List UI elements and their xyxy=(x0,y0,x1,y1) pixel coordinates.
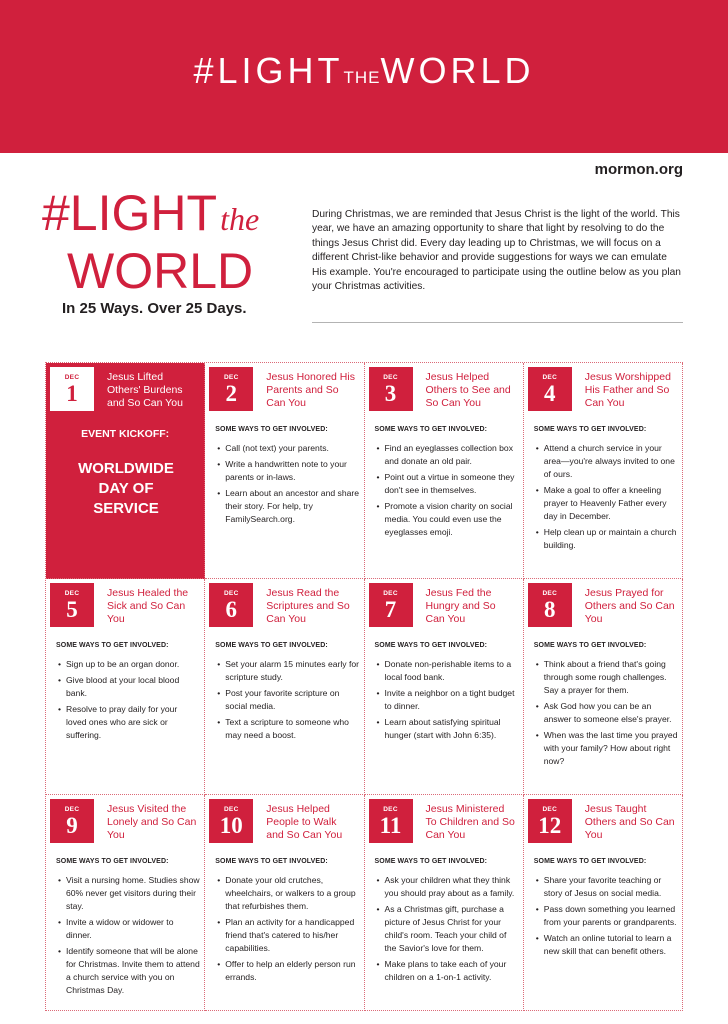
way-item: • Invite a widow or widower to dinner. xyxy=(66,916,200,942)
date-badge xyxy=(209,367,253,411)
ways-heading: SOME WAYS TO GET INVOLVED: xyxy=(215,858,328,865)
day-title: Jesus Read the Scriptures and So Can You xyxy=(266,587,350,625)
date-day: 1 xyxy=(66,381,78,406)
date-badge xyxy=(369,583,413,627)
date-month: DEC xyxy=(64,806,80,813)
site-link[interactable]: mormon.org xyxy=(594,161,683,178)
date-badge xyxy=(369,799,413,843)
date-badge xyxy=(209,799,253,843)
day-title: Jesus Worshipped His Father and So Can You xyxy=(584,371,671,409)
way-item: • Help clean up or maintain a church building. xyxy=(544,526,678,552)
divider-rule xyxy=(312,322,683,323)
way-item: • Post your favorite scripture on social media. xyxy=(225,687,359,713)
campaign-logo xyxy=(42,187,259,297)
ways-list xyxy=(385,874,519,987)
header-banner xyxy=(0,0,728,153)
way-item: • Invite a neighbor on a tight budget to dinner. xyxy=(385,687,519,713)
date-month: DEC xyxy=(542,806,558,813)
way-item: • When was the last time you prayed with your family? How about right now? xyxy=(544,729,678,768)
date-day: 6 xyxy=(225,597,237,622)
banner-title-part-the: the xyxy=(343,62,381,89)
way-item: • Visit a nursing home. Studies show 60% never get visitors during their stay. xyxy=(66,874,200,913)
ways-list xyxy=(544,658,678,771)
date-day: 8 xyxy=(544,597,556,622)
date-month: DEC xyxy=(383,590,398,597)
way-item: • Find an eyeglasses collection box and donate an old pair. xyxy=(385,442,519,468)
day-title: Jesus Visited the Lonely and So Can You xyxy=(107,803,197,841)
day-title: Jesus Ministered To Children and So Can You xyxy=(425,803,515,841)
day-cell-1 xyxy=(46,363,205,579)
date-badge xyxy=(50,583,94,627)
banner-title-part-light: #LIGHT xyxy=(193,50,344,91)
ways-heading: SOME WAYS TO GET INVOLVED: xyxy=(533,426,647,433)
event-kickoff-name: WORLDWIDE DAY OF SERVICE xyxy=(78,460,174,517)
ways-heading: SOME WAYS TO GET INVOLVED: xyxy=(374,642,488,649)
way-item: • Learn about satisfying spiritual hunger (start with John 6:35). xyxy=(385,716,519,742)
way-item: • Call (not text) your parents. xyxy=(225,442,359,455)
intro-paragraph: During Christmas, we are reminded that Jesus Christ is the light of the world. This year, we have an amazing opportunity to share that light by resolving to do the things Jesus Christ did. Every day leading up to Christmas, we will focus on a different Christ-like behavior and provide suggestions for ways we can emulate His example. You're encouraged to participate using the outline below as you plan your Christmas activities. xyxy=(312,209,681,293)
date-badge xyxy=(369,367,413,411)
date-badge xyxy=(209,583,253,627)
date-day: 7 xyxy=(384,597,397,622)
way-item: • Give blood at your local blood bank. xyxy=(66,674,200,700)
way-item: • Donate your old crutches, wheelchairs, or walkers to a group that refurbishes them. xyxy=(225,874,359,913)
date-day: 11 xyxy=(379,813,402,838)
day-title: Jesus Fed the Hungry and So Can You xyxy=(425,587,496,625)
ways-list xyxy=(225,874,359,987)
date-month: DEC xyxy=(223,374,239,381)
ways-heading: SOME WAYS TO GET INVOLVED: xyxy=(215,426,328,433)
way-item: • As a Christmas gift, purchase a picture of Jesus Christ for your child's room. Teach your child of the Savior's love for them. xyxy=(385,903,519,955)
ways-heading: SOME WAYS TO GET INVOLVED: xyxy=(215,642,328,649)
way-item: • Identify someone that will be alone for Christmas. Invite them to attend a church service with you on Christmas Day. xyxy=(66,945,200,997)
date-month: DEC xyxy=(64,374,80,381)
day-cell-10 xyxy=(205,795,364,1011)
way-item: • Pass down something you learned from your parents or grandparents. xyxy=(544,903,678,929)
date-badge xyxy=(528,799,572,843)
day-cell-7 xyxy=(365,579,524,795)
logo-part-the: the xyxy=(220,201,260,237)
date-day: 10 xyxy=(219,813,243,838)
day-cell-9 xyxy=(46,795,205,1011)
ways-list xyxy=(225,442,359,529)
ways-list xyxy=(66,874,200,1000)
way-item: • Think about a friend that's going through some rough challenges. Say a prayer for them. xyxy=(544,658,678,697)
day-title: Jesus Lifted Others' Burdens and So Can You xyxy=(107,371,183,409)
date-month: DEC xyxy=(223,806,239,813)
date-month: DEC xyxy=(542,374,558,381)
date-badge xyxy=(50,799,94,843)
ways-list xyxy=(385,442,519,542)
day-title: Jesus Taught Others and So Can You xyxy=(584,803,675,841)
ways-list xyxy=(225,658,359,745)
date-month: DEC xyxy=(223,590,239,597)
date-badge xyxy=(50,367,94,411)
way-item: • Point out a virtue in someone they don't see in themselves. xyxy=(385,471,519,497)
way-item: • Write a handwritten note to your parents or in-laws. xyxy=(225,458,359,484)
way-item: • Offer to help an elderly person run errands. xyxy=(225,958,359,984)
way-item: • Text a scripture to someone who may need a boost. xyxy=(225,716,359,742)
day-cell-3 xyxy=(365,363,524,579)
date-day: 2 xyxy=(225,381,237,406)
logo-tagline: In 25 Ways. Over 25 Days. xyxy=(62,300,247,317)
ways-heading: SOME WAYS TO GET INVOLVED: xyxy=(56,642,169,649)
date-badge xyxy=(528,583,572,627)
way-item: • Sign up to be an organ donor. xyxy=(66,658,200,671)
day-cell-12 xyxy=(524,795,683,1011)
date-day: 4 xyxy=(544,381,556,406)
day-cell-5 xyxy=(46,579,205,795)
way-item: • Ask your children what they think you should pray about as a family. xyxy=(385,874,519,900)
day-cell-4 xyxy=(524,363,683,579)
ways-list xyxy=(544,442,678,555)
day-title: Jesus Healed the Sick and So Can You xyxy=(107,587,189,625)
date-badge xyxy=(528,367,572,411)
ways-list xyxy=(385,658,519,745)
ways-heading: SOME WAYS TO GET INVOLVED: xyxy=(533,642,647,649)
event-kickoff-label: EVENT KICKOFF: xyxy=(81,428,170,440)
day-cell-2 xyxy=(205,363,364,579)
way-item: • Plan an activity for a handicapped friend that's catered to his/her capabilities. xyxy=(225,916,359,955)
ways-heading: SOME WAYS TO GET INVOLVED: xyxy=(374,858,488,865)
ways-heading: SOME WAYS TO GET INVOLVED: xyxy=(374,426,488,433)
date-day: 5 xyxy=(66,597,78,622)
day-title: Jesus Honored His Parents and So Can You xyxy=(266,371,355,409)
date-month: DEC xyxy=(542,590,558,597)
banner-hashtag-title xyxy=(0,51,728,96)
day-title: Jesus Helped People to Walk and So Can You xyxy=(266,803,343,841)
way-item: • Attend a church service in your area—you're always invited to one of ours. xyxy=(544,442,678,481)
ways-heading: SOME WAYS TO GET INVOLVED: xyxy=(533,858,647,865)
date-month: DEC xyxy=(383,374,398,381)
advent-calendar-grid xyxy=(45,362,683,1011)
date-day: 9 xyxy=(66,813,78,838)
way-item: • Watch an online tutorial to learn a new skill that can benefit others. xyxy=(544,932,678,958)
banner-title-part-world: WORLD xyxy=(380,50,535,91)
way-item: • Learn about an ancestor and share their story. For help, try FamilySearch.org. xyxy=(225,487,359,526)
ways-list xyxy=(66,658,200,745)
way-item: • Promote a vision charity on social media. You could even use the eyeglasses emoji. xyxy=(385,500,519,539)
way-item: • Resolve to pray daily for your loved ones who are sick or suffering. xyxy=(66,703,200,742)
date-day: 12 xyxy=(538,813,562,838)
day-title: Jesus Prayed for Others and So Can You xyxy=(584,587,675,625)
day-cell-8 xyxy=(524,579,683,795)
day-cell-11 xyxy=(365,795,524,1011)
way-item: • Make plans to take each of your children on a 1-on-1 activity. xyxy=(385,958,519,984)
way-item: • Ask God how you can be an answer to someone else's prayer. xyxy=(544,700,678,726)
logo-part-light: #LIGHT xyxy=(42,185,218,241)
way-item: • Donate non-perishable items to a local food bank. xyxy=(385,658,519,684)
date-month: DEC xyxy=(64,590,80,597)
way-item: • Make a goal to offer a kneeling prayer to Heavenly Father every day in December. xyxy=(544,484,678,523)
way-item: • Set your alarm 15 minutes early for scripture study. xyxy=(225,658,359,684)
date-month: DEC xyxy=(383,806,398,813)
logo-line-1 xyxy=(42,187,259,245)
date-day: 3 xyxy=(384,381,397,406)
way-item: • Share your favorite teaching or story of Jesus on social media. xyxy=(544,874,678,900)
day-title: Jesus Helped Others to See and So Can You xyxy=(425,371,511,409)
ways-heading: SOME WAYS TO GET INVOLVED: xyxy=(56,858,169,865)
day-cell-6 xyxy=(205,579,364,795)
logo-part-world: WORLD xyxy=(67,243,254,299)
ways-list xyxy=(544,874,678,961)
